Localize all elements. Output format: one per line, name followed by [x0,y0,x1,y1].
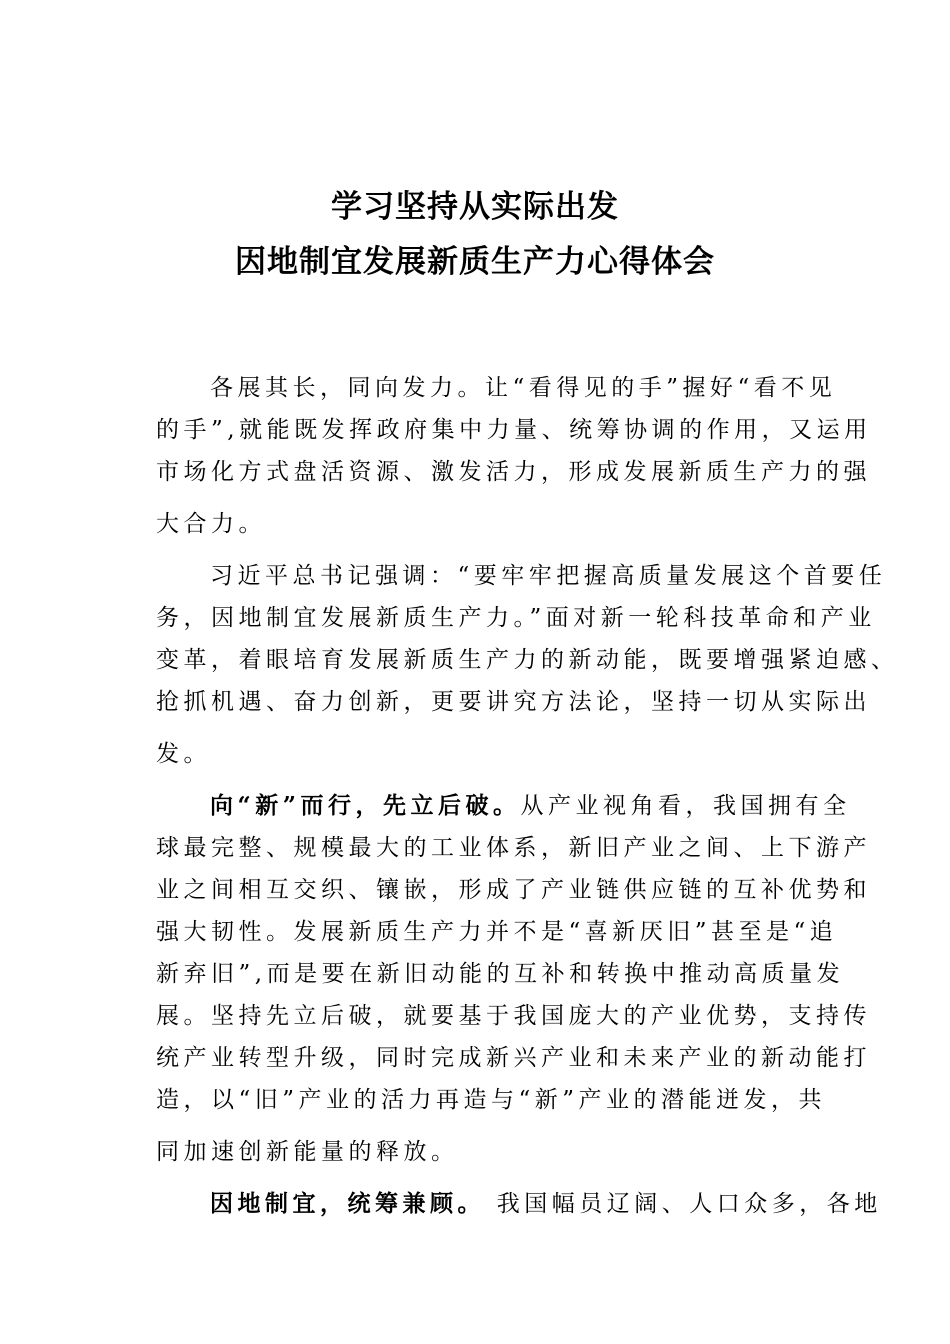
paragraph-2 [156,555,899,775]
paragraph-first-line [156,1183,882,1225]
paragraph-1 [156,367,872,545]
paragraph-first-line-text: 我国幅员辽阔、人口众多，各地 [485,1191,882,1217]
paragraph-lead-heading: 因地制宜，统筹兼顾。 [210,1190,485,1217]
paragraph-line: 球最完整、规模最大的工业体系，新旧产业之间、上下游产 [156,835,871,861]
paragraph-first-line [156,785,851,827]
paragraph-line: 业之间相互交织、镶嵌，形成了产业链供应链的互补优势和 [156,877,871,903]
paragraph-line: 强大韧性。发展新质生产力并不是“喜新厌旧”甚至是“追 [156,919,838,945]
document-title [0,180,950,290]
paragraph-line: 的手”,就能既发挥政府集中力量、统筹协调的作用，又运用 [156,417,872,443]
paragraph-line: 各展其长，同向发力。让“看得见的手”握好“看不见 [210,375,837,401]
paragraph-3 [156,785,871,1173]
paragraph-line: 习近平总书记强调：“要牢牢把握高质量发展这个首要任 [210,563,887,589]
paragraph-line: 抢抓机遇、奋力创新，更要讲究方法论，坚持一切从实际出 [156,689,871,715]
paragraph-line: 统产业转型升级，同时完成新兴产业和未来产业的新动能打 [156,1045,871,1071]
paragraph-line: 造，以“旧”产业的活力再造与“新”产业的潜能迸发，共 [156,1087,827,1113]
paragraph-line: 同加速创新能量的释放。 [156,1139,459,1165]
paragraph-line: 市场化方式盘活资源、激发活力，形成发展新质生产力的强 [156,459,871,485]
paragraph-first-line-text: 从产业视角看，我国拥有全 [520,793,851,819]
paragraph-line: 展。坚持先立后破，就要基于我国庞大的产业优势，支持传 [156,1003,871,1029]
paragraph-line: 大合力。 [156,511,266,537]
paragraph-line: 发。 [156,741,211,767]
paragraph-line: 新弃旧”,而是要在新旧动能的互补和转换中推动高质量发 [156,961,845,987]
title-line-2: 因地制宜发展新质生产力心得体会 [235,244,715,280]
paragraph-4 [156,1183,882,1225]
paragraph-lead-heading: 向“新”而行，先立后破。 [210,792,521,819]
title-line-1: 学习坚持从实际出发 [331,189,619,225]
paragraph-line: 务，因地制宜发展新质生产力。”面对新一轮科技革命和产业 [156,605,876,631]
paragraph-line: 变革，着眼培育发展新质生产力的新动能，既要增强紧迫感、 [156,647,899,673]
document-body [156,367,899,1225]
